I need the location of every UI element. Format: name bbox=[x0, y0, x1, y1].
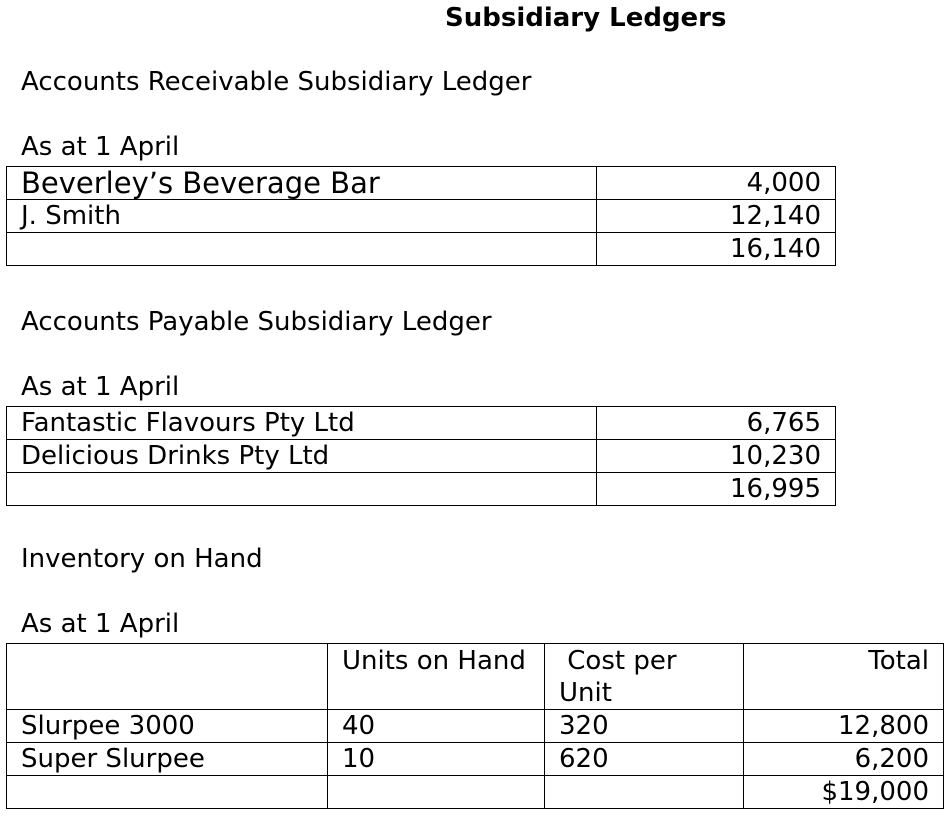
inventory-total: 6,200 bbox=[744, 743, 944, 776]
receivable-table bbox=[6, 166, 836, 266]
receivable-name: J. Smith bbox=[7, 200, 597, 233]
table-row bbox=[7, 743, 944, 776]
table-row-total bbox=[7, 473, 836, 506]
table-header-row bbox=[7, 644, 944, 710]
inventory-item: Super Slurpee bbox=[7, 743, 328, 776]
table-row bbox=[7, 167, 836, 200]
payable-name: Delicious Drinks Pty Ltd bbox=[7, 440, 597, 473]
empty-cell bbox=[328, 776, 545, 809]
page-title: Subsidiary Ledgers bbox=[445, 3, 727, 33]
inventory-units: 40 bbox=[328, 710, 545, 743]
empty-cell bbox=[545, 776, 744, 809]
inventory-units: 10 bbox=[328, 743, 545, 776]
table-row bbox=[7, 407, 836, 440]
inventory-total: 12,800 bbox=[744, 710, 944, 743]
payable-heading: Accounts Payable Subsidiary Ledger bbox=[21, 307, 492, 337]
payable-table bbox=[6, 406, 836, 506]
receivable-amount: 12,140 bbox=[597, 200, 836, 233]
payable-total: 16,995 bbox=[597, 473, 836, 506]
table-row bbox=[7, 710, 944, 743]
receivable-heading: Accounts Receivable Subsidiary Ledger bbox=[21, 67, 532, 97]
empty-cell bbox=[7, 776, 328, 809]
empty-cell bbox=[7, 473, 597, 506]
inventory-cost: 620 bbox=[545, 743, 744, 776]
column-header-total: Total bbox=[744, 644, 944, 710]
inventory-table bbox=[6, 643, 944, 809]
inventory-cost: 320 bbox=[545, 710, 744, 743]
column-header-item bbox=[7, 644, 328, 710]
column-header-cost: Cost per Unit bbox=[545, 644, 744, 710]
receivable-amount: 4,000 bbox=[597, 167, 836, 200]
inventory-heading: Inventory on Hand bbox=[21, 544, 263, 574]
payable-amount: 10,230 bbox=[597, 440, 836, 473]
table-row bbox=[7, 200, 836, 233]
table-row-total bbox=[7, 776, 944, 809]
inventory-item: Slurpee 3000 bbox=[7, 710, 328, 743]
receivable-total: 16,140 bbox=[597, 233, 836, 266]
payable-date: As at 1 April bbox=[21, 372, 180, 402]
empty-cell bbox=[7, 233, 597, 266]
payable-amount: 6,765 bbox=[597, 407, 836, 440]
column-header-units: Units on Hand bbox=[328, 644, 545, 710]
table-row bbox=[7, 440, 836, 473]
payable-name: Fantastic Flavours Pty Ltd bbox=[7, 407, 597, 440]
receivable-date: As at 1 April bbox=[21, 132, 180, 162]
receivable-name: Beverley’s Beverage Bar bbox=[7, 167, 597, 200]
inventory-date: As at 1 April bbox=[21, 609, 180, 639]
inventory-grand-total: $19,000 bbox=[744, 776, 944, 809]
table-row-total bbox=[7, 233, 836, 266]
